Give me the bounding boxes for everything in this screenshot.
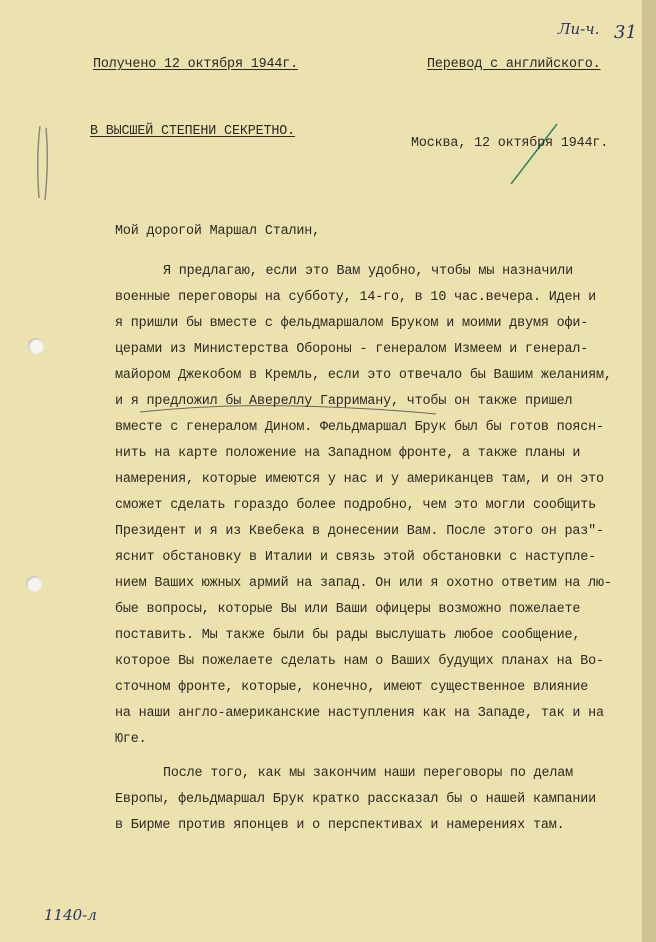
body-line: После того, как мы закончим наши переговоры по делам (163, 766, 574, 781)
body-line: бые вопросы, которые Вы или Ваши офицеры возможно пожелаете (115, 602, 581, 617)
place-and-date: Москва, 12 октября 1944г. (411, 136, 609, 151)
green-pencil-slash (505, 120, 565, 190)
body-line: на наши англо-американские наступления как на Западе, так и на (115, 706, 604, 721)
body-line: намерения, которые имеются у нас и у американцев там, и он это (115, 472, 604, 487)
body-line: военные переговоры на субботу, 14-го, в 10 час.вечера. Иден и (115, 290, 597, 305)
body-line: Я предлагаю, если это Вам удобно, чтобы мы назначили (163, 264, 574, 279)
handwritten-note-top: Ли-ч. (558, 20, 600, 38)
body-line: Юге. (115, 732, 147, 747)
body-line: церами из Министерства Обороны - генералом Измеем и генерал- (115, 342, 589, 357)
body-line: вместе с генералом Дином. Фельдмаршал Брук был бы готов поясн- (115, 420, 604, 435)
salutation: Мой дорогой Маршал Сталин, (115, 224, 321, 239)
body-line: Европы, фельдмаршал Брук кратко рассказал бы о нашей кампании (115, 792, 597, 807)
punch-hole-top (28, 338, 44, 354)
body-line: сможет сделать гораздо более подробно, чем это могли сообщить (115, 498, 597, 513)
body-line: нить на карте положение на Западном фронте, а также планы и (115, 446, 581, 461)
received-date: Получено 12 октября 1944г. (93, 57, 299, 72)
handwritten-page-number: 31 (614, 22, 637, 43)
pencil-mark-margin (30, 118, 70, 208)
classification: В ВЫСШЕЙ СТЕПЕНИ СЕКРЕТНО. (90, 124, 296, 139)
translation-note: Перевод с английского. (427, 57, 601, 72)
handwritten-archive-number: 1140-л (44, 906, 97, 924)
body-line: майором Джекобом в Кремль, если это отвечало бы Вашим желаниям, (115, 368, 612, 383)
body-line: яснит обстановку в Италии и связь этой обстановки с наступле- (115, 550, 597, 565)
body-line: поставить. Мы также были бы рады выслушать любое сообщение, (115, 628, 581, 643)
body-line: сточном фронте, которые, конечно, имеют существенное влияние (115, 680, 589, 695)
body-line: в Бирме против японцев и о перспективах и намерениях там. (115, 818, 565, 833)
paper-edge (642, 0, 656, 942)
punch-hole-bottom (26, 576, 42, 592)
body-line: Президент и я из Квебека в донесении Вам. После этого он раз"- (115, 524, 604, 539)
body-line: я пришли бы вместе с фельдмаршалом Бруком и моими двумя офи- (115, 316, 589, 331)
body-line: которое Вы пожелаете сделать нам о Ваших будущих планах на Во- (115, 654, 604, 669)
body-line: нием Ваших южных армий на запад. Он или я охотно ответим на лю- (115, 576, 612, 591)
body-line: и я предложил бы Авереллу Гарриману, чтобы он также пришел (115, 394, 573, 409)
